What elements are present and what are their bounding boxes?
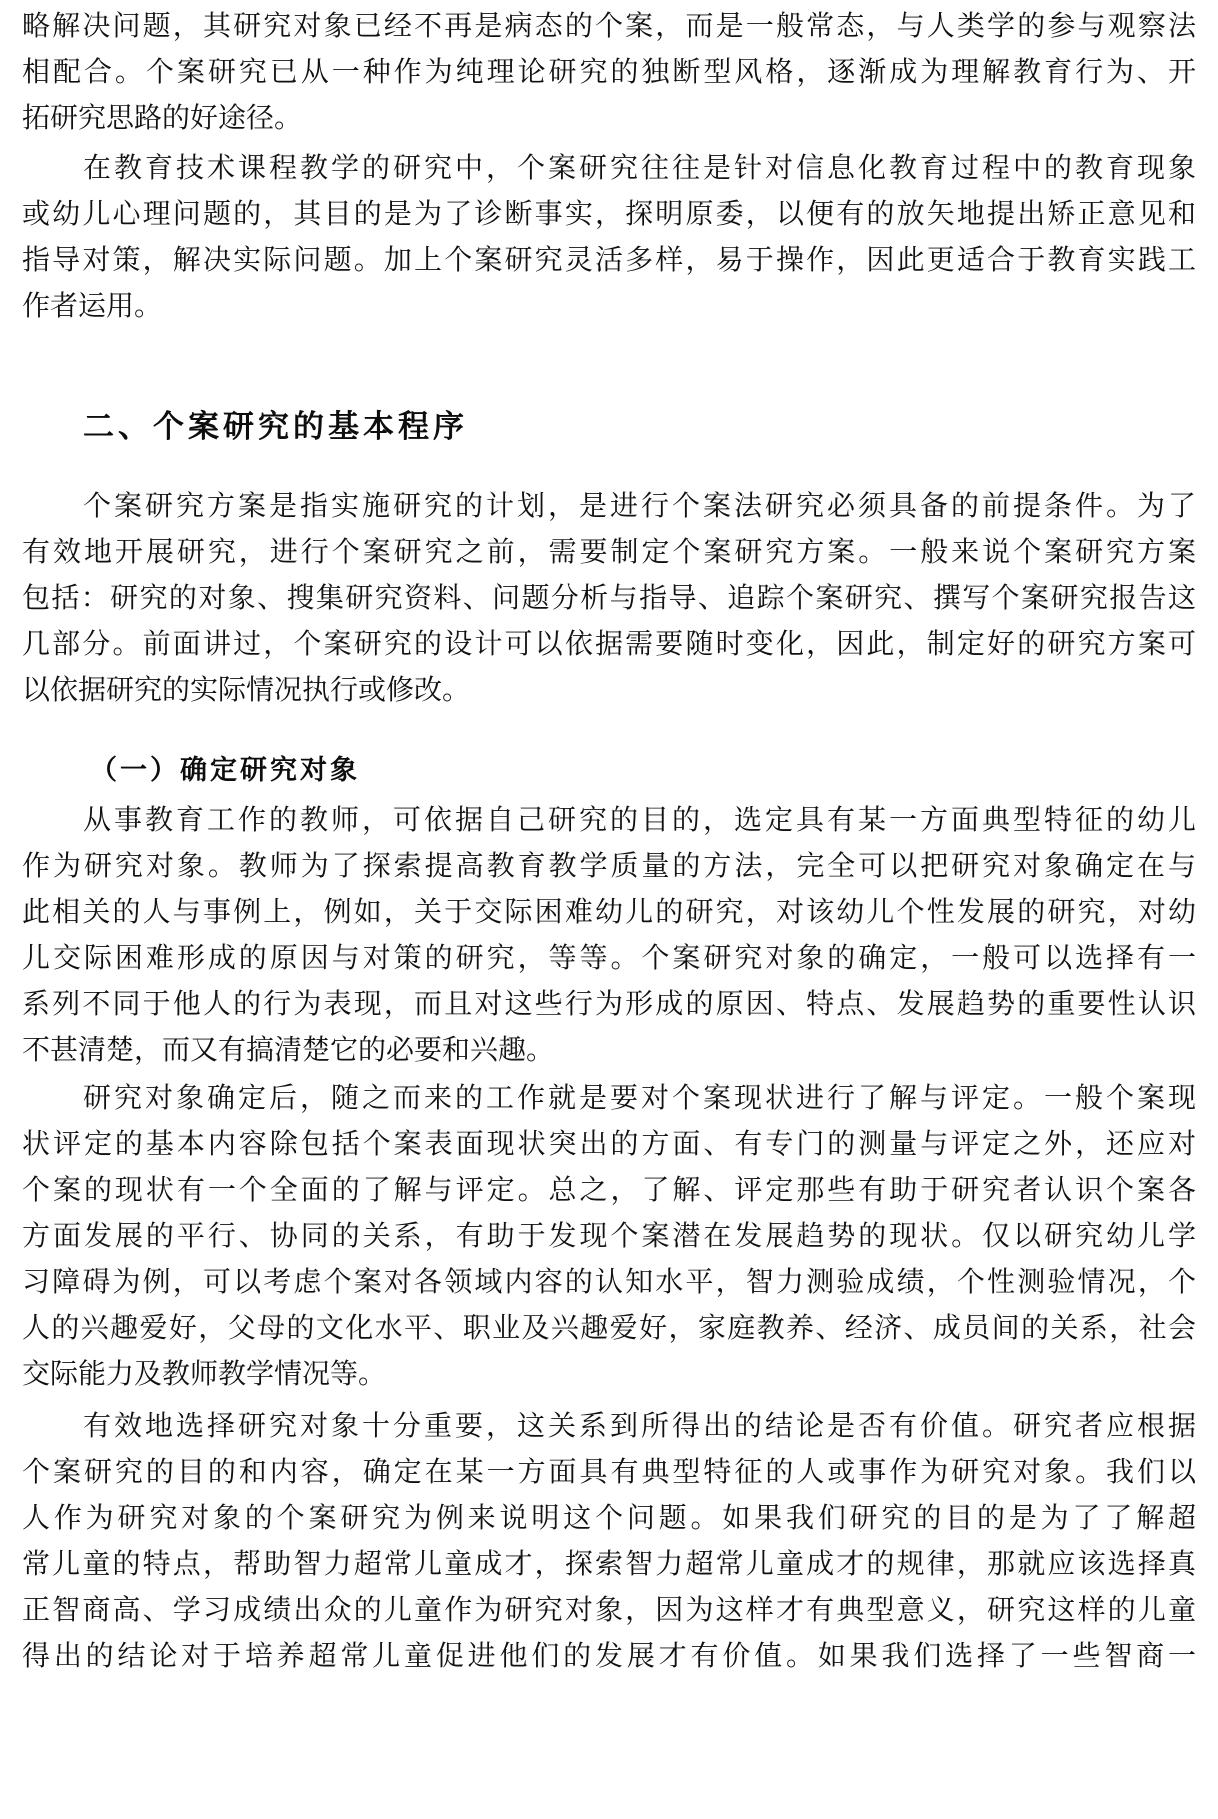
body-text-line: 有效地开展研究，进行个案研究之前，需要制定个案研究方案。一般来说个案研究方案 [22, 535, 1196, 568]
body-text-line: 方面发展的平行、协同的关系，有助于发现个案潜在发展趋势的现状。仅以研究幼儿学 [22, 1219, 1196, 1252]
body-text-line: 个案研究方案是指实施研究的计划，是进行个案法研究必须具备的前提条件。为了 [83, 489, 1196, 522]
body-text-line: 相配合。个案研究已从一种作为纯理论研究的独断型风格，逐渐成为理解教育行为、开 [22, 55, 1196, 88]
body-text-line: 略解决问题，其研究对象已经不再是病态的个案，而是一般常态，与人类学的参与观察法 [22, 9, 1196, 42]
body-text-line: 指导对策，解决实际问题。加上个案研究灵活多样，易于操作，因此更适合于教育实践工 [22, 243, 1196, 276]
subsection-heading: （一）确定研究对象 [90, 755, 360, 786]
body-text-line: 不甚清楚，而又有搞清楚它的必要和兴趣。 [22, 1033, 555, 1066]
body-text-line: 以依据研究的实际情况执行或修改。 [22, 673, 471, 706]
body-text-line: 此相关的人与事例上，例如，关于交际困难幼儿的研究，对该幼儿个性发展的研究，对幼 [22, 895, 1196, 928]
body-text-line: 作者运用。 [22, 289, 163, 322]
body-text-line: 交际能力及教师教学情况等。 [22, 1357, 387, 1390]
body-text-line: 在教育技术课程教学的研究中，个案研究往往是针对信息化教育过程中的教育现象 [83, 151, 1196, 184]
body-text-line: 几部分。前面讲过，个案研究的设计可以依据需要随时变化，因此，制定好的研究方案可 [22, 627, 1196, 660]
body-text-line: 有效地选择研究对象十分重要，这关系到所得出的结论是否有价值。研究者应根据 [83, 1409, 1196, 1442]
body-text-line: 拓研究思路的好途径。 [22, 101, 303, 134]
body-text-line: 常儿童的特点，帮助智力超常儿童成才，探索智力超常儿童成才的规律，那就应该选择真 [22, 1547, 1196, 1580]
body-text-line: 得出的结论对于培养超常儿童促进他们的发展才有价值。如果我们选择了一些智商一 [22, 1639, 1196, 1672]
body-text-line: 儿交际困难形成的原因与对策的研究，等等。个案研究对象的确定，一般可以选择有一 [22, 941, 1196, 974]
body-text-line: 系列不同于他人的行为表现，而且对这些行为形成的原因、特点、发展趋势的重要性认识 [22, 987, 1196, 1020]
body-text-line: 个案研究的目的和内容，确定在某一方面具有典型特征的人或事作为研究对象。我们以 [22, 1455, 1196, 1488]
body-text-line: 状评定的基本内容除包括个案表面现状突出的方面、有专门的测量与评定之外，还应对 [22, 1127, 1196, 1160]
body-text-line: 包括：研究的对象、搜集研究资料、问题分析与指导、追踪个案研究、撰写个案研究报告这 [22, 581, 1196, 614]
body-text-line: 习障碍为例，可以考虑个案对各领域内容的认知水平，智力测验成绩，个性测验情况，个 [22, 1265, 1196, 1298]
body-text-line: 从事教育工作的教师，可依据自己研究的目的，选定具有某一方面典型特征的幼儿 [83, 803, 1196, 836]
body-text-line: 作为研究对象。教师为了探索提高教育教学质量的方法，完全可以把研究对象确定在与 [22, 849, 1196, 882]
body-text-line: 个案的现状有一个全面的了解与评定。总之，了解、评定那些有助于研究者认识个案各 [22, 1173, 1196, 1206]
section-heading: 二、个案研究的基本程序 [83, 409, 468, 445]
body-text-line: 或幼儿心理问题的，其目的是为了诊断事实，探明原委，以便有的放矢地提出矫正意见和 [22, 197, 1196, 230]
body-text-line: 人的兴趣爱好，父母的文化水平、职业及兴趣爱好，家庭教养、经济、成员间的关系，社会 [22, 1311, 1196, 1344]
body-text-line: 正智商高、学习成绩出众的儿童作为研究对象，因为这样才有典型意义，研究这样的儿童 [22, 1593, 1196, 1626]
body-text-line: 研究对象确定后，随之而来的工作就是要对个案现状进行了解与评定。一般个案现 [83, 1081, 1196, 1114]
body-text-line: 人作为研究对象的个案研究为例来说明这个问题。如果我们研究的目的是为了了解超 [22, 1501, 1196, 1534]
